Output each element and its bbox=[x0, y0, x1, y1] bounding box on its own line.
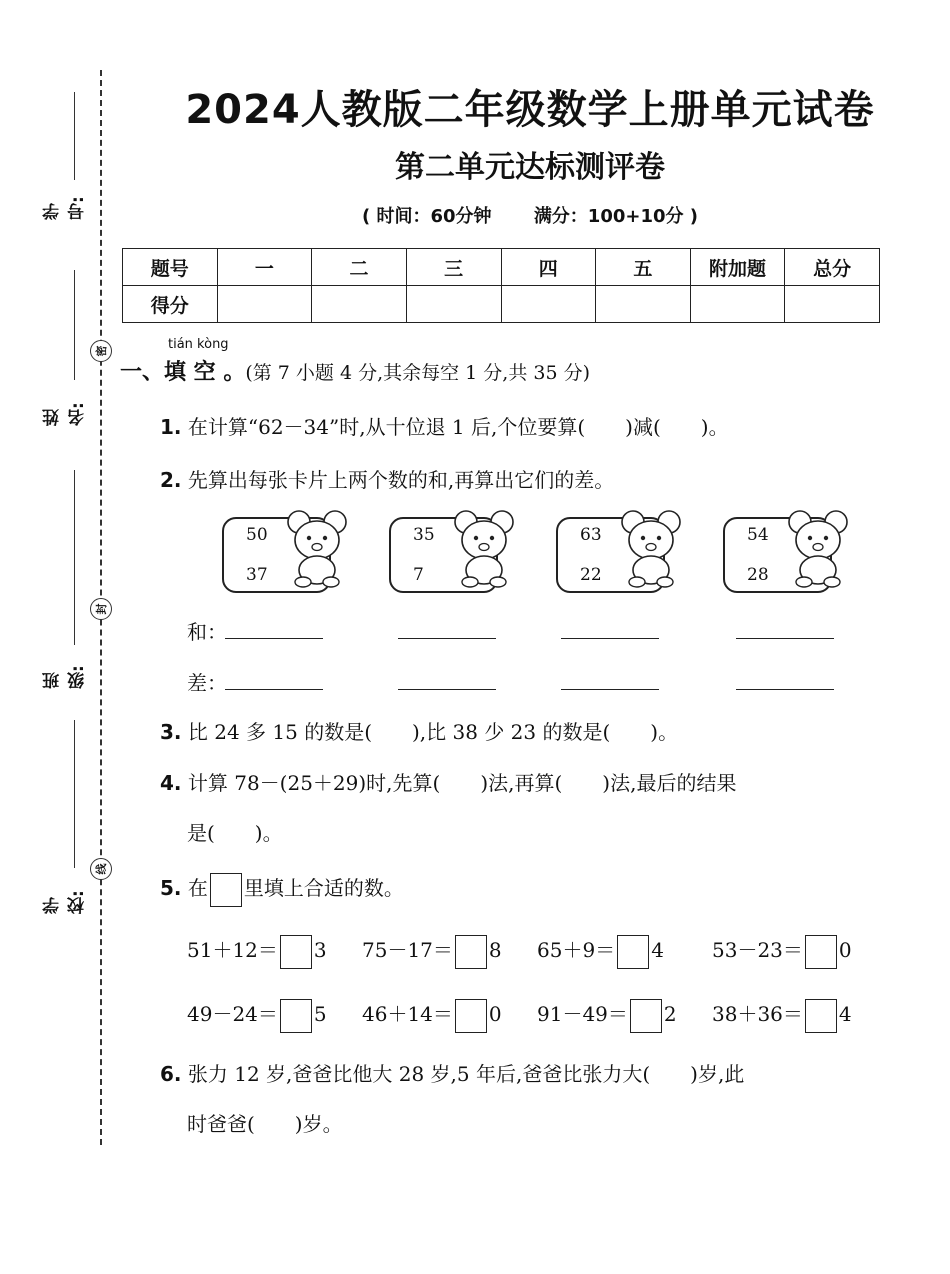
equation-right: 8 bbox=[488, 938, 502, 962]
name-label: 姓名: bbox=[43, 402, 88, 426]
student-id-line[interactable] bbox=[74, 92, 75, 180]
answer-box[interactable] bbox=[280, 999, 312, 1033]
equation-right: 3 bbox=[313, 938, 327, 962]
equation bbox=[712, 998, 852, 1033]
equation bbox=[362, 934, 502, 969]
page-subtitle: 第二单元达标测评卷 bbox=[395, 150, 665, 185]
question-number: 6. bbox=[160, 1062, 182, 1086]
question-4 bbox=[160, 767, 736, 796]
question-1 bbox=[160, 411, 729, 440]
answer-box[interactable] bbox=[455, 999, 487, 1033]
question-4-continued: 是( )。 bbox=[187, 821, 283, 845]
difference-answer-line[interactable] bbox=[398, 689, 496, 690]
score-cell[interactable] bbox=[690, 286, 785, 323]
equation-left: 75－17＝ bbox=[362, 938, 453, 962]
equation bbox=[187, 998, 327, 1033]
question-text: 先算出每张卡片上两个数的和,再算出它们的差。 bbox=[187, 468, 615, 492]
answer-box[interactable] bbox=[805, 999, 837, 1033]
card-number-bottom: 37 bbox=[246, 565, 268, 585]
difference-answer-line[interactable] bbox=[225, 689, 323, 690]
sum-answer-line[interactable] bbox=[736, 638, 834, 639]
equation-left: 53－23＝ bbox=[712, 938, 803, 962]
question-text: 在 bbox=[187, 876, 208, 900]
equation bbox=[712, 934, 852, 969]
teddy-bear-icon bbox=[285, 508, 349, 588]
question-text: 计算 78－(25＋29)时,先算( )法,再算( )法,最后的结果 bbox=[187, 771, 737, 795]
question-number: 3. bbox=[160, 720, 182, 744]
score-cell[interactable] bbox=[312, 286, 407, 323]
teddy-bear-icon bbox=[786, 508, 850, 588]
question-number: 2. bbox=[160, 468, 182, 492]
section-note: (第 7 小题 4 分,其余每空 1 分,共 35 分) bbox=[245, 362, 590, 384]
answer-box[interactable] bbox=[280, 935, 312, 969]
equation-left: 91－49＝ bbox=[537, 1002, 628, 1026]
school-line[interactable] bbox=[74, 720, 75, 868]
score-header-cell: 三 bbox=[406, 249, 501, 286]
equation-right: 2 bbox=[663, 1002, 677, 1026]
section-pinyin: tián kòng bbox=[168, 337, 229, 352]
score-header-cell: 五 bbox=[596, 249, 691, 286]
seal-xian: 线 bbox=[90, 858, 112, 880]
score-header-cell: 附加题 bbox=[690, 249, 785, 286]
equation-right: 4 bbox=[838, 1002, 852, 1026]
score-table bbox=[122, 248, 880, 323]
exam-meta bbox=[120, 202, 940, 228]
card-number-top: 54 bbox=[747, 525, 769, 545]
question-6-continued: 时爸爸( )岁。 bbox=[187, 1112, 343, 1136]
equation-left: 38＋36＝ bbox=[712, 1002, 803, 1026]
question-2 bbox=[160, 464, 614, 493]
seal-feng: 封 bbox=[90, 598, 112, 620]
question-5 bbox=[160, 872, 404, 907]
equation-right: 5 bbox=[313, 1002, 327, 1026]
score-header-cell: 二 bbox=[312, 249, 407, 286]
name-line[interactable] bbox=[74, 270, 75, 380]
answer-box[interactable] bbox=[455, 935, 487, 969]
card-number-top: 35 bbox=[413, 525, 435, 545]
sum-answer-line[interactable] bbox=[398, 638, 496, 639]
question-text: 比 24 多 15 的数是( ),比 38 少 23 的数是( )。 bbox=[187, 720, 679, 744]
section-heading bbox=[120, 355, 590, 386]
equation bbox=[187, 934, 327, 969]
equation-left: 46＋14＝ bbox=[362, 1002, 453, 1026]
equation-right: 0 bbox=[838, 938, 852, 962]
score-table-header-row bbox=[123, 249, 880, 286]
question-number: 1. bbox=[160, 415, 182, 439]
score-header-cell: 题号 bbox=[123, 249, 218, 286]
question-text: 张力 12 岁,爸爸比他大 28 岁,5 年后,爸爸比张力大( )岁,此 bbox=[187, 1062, 745, 1086]
equation bbox=[537, 998, 677, 1033]
sum-answer-line[interactable] bbox=[225, 638, 323, 639]
question-text: 在计算“62－34”时,从十位退 1 后,个位要算( )减( )。 bbox=[187, 415, 729, 439]
score-row-label: 得分 bbox=[123, 286, 218, 323]
section-title: 一、填 空 。 bbox=[120, 359, 246, 385]
card-number-top: 63 bbox=[580, 525, 602, 545]
score-header-cell: 一 bbox=[217, 249, 312, 286]
score-header-cell: 四 bbox=[501, 249, 596, 286]
question-number: 4. bbox=[160, 771, 182, 795]
answer-box[interactable] bbox=[630, 999, 662, 1033]
question-number: 5. bbox=[160, 876, 182, 900]
page-title: 2024人教版二年级数学上册单元试卷 bbox=[185, 87, 875, 133]
difference-label: 差： bbox=[187, 671, 227, 695]
class-label: 班级: bbox=[43, 665, 88, 689]
score-cell[interactable] bbox=[406, 286, 501, 323]
sum-answer-line[interactable] bbox=[561, 638, 659, 639]
seal-mi: 密 bbox=[90, 340, 112, 362]
equation-left: 49－24＝ bbox=[187, 1002, 278, 1026]
full-score: 满分：100+10分 ) bbox=[533, 206, 699, 227]
difference-answer-line[interactable] bbox=[736, 689, 834, 690]
card-number-bottom: 7 bbox=[413, 565, 424, 585]
score-cell[interactable] bbox=[785, 286, 880, 323]
answer-box[interactable] bbox=[805, 935, 837, 969]
answer-box-example bbox=[210, 873, 242, 907]
card-number-top: 50 bbox=[246, 525, 268, 545]
sum-label: 和： bbox=[187, 620, 227, 644]
student-id-label: 学号: bbox=[43, 196, 88, 220]
equation bbox=[362, 998, 502, 1033]
equation bbox=[537, 934, 664, 969]
score-cell[interactable] bbox=[596, 286, 691, 323]
card-number-bottom: 22 bbox=[580, 565, 602, 585]
equation-right: 4 bbox=[651, 938, 664, 962]
question-text: 里填上合适的数。 bbox=[243, 876, 404, 900]
card-number-bottom: 28 bbox=[747, 565, 769, 585]
question-3 bbox=[160, 716, 678, 745]
time-limit: ( 时间：60分钟 bbox=[361, 206, 492, 227]
class-line[interactable] bbox=[74, 470, 75, 645]
score-header-cell: 总分 bbox=[785, 249, 880, 286]
teddy-bear-icon bbox=[452, 508, 516, 588]
answer-box[interactable] bbox=[617, 935, 649, 969]
question-6 bbox=[160, 1058, 744, 1087]
score-table-score-row bbox=[123, 286, 880, 323]
equation-right: 0 bbox=[488, 1002, 502, 1026]
equation-left: 51＋12＝ bbox=[187, 938, 278, 962]
score-cell[interactable] bbox=[217, 286, 312, 323]
difference-answer-line[interactable] bbox=[561, 689, 659, 690]
score-cell[interactable] bbox=[501, 286, 596, 323]
teddy-bear-icon bbox=[619, 508, 683, 588]
school-label: 学校: bbox=[43, 890, 88, 914]
equation-left: 65＋9＝ bbox=[537, 938, 616, 962]
